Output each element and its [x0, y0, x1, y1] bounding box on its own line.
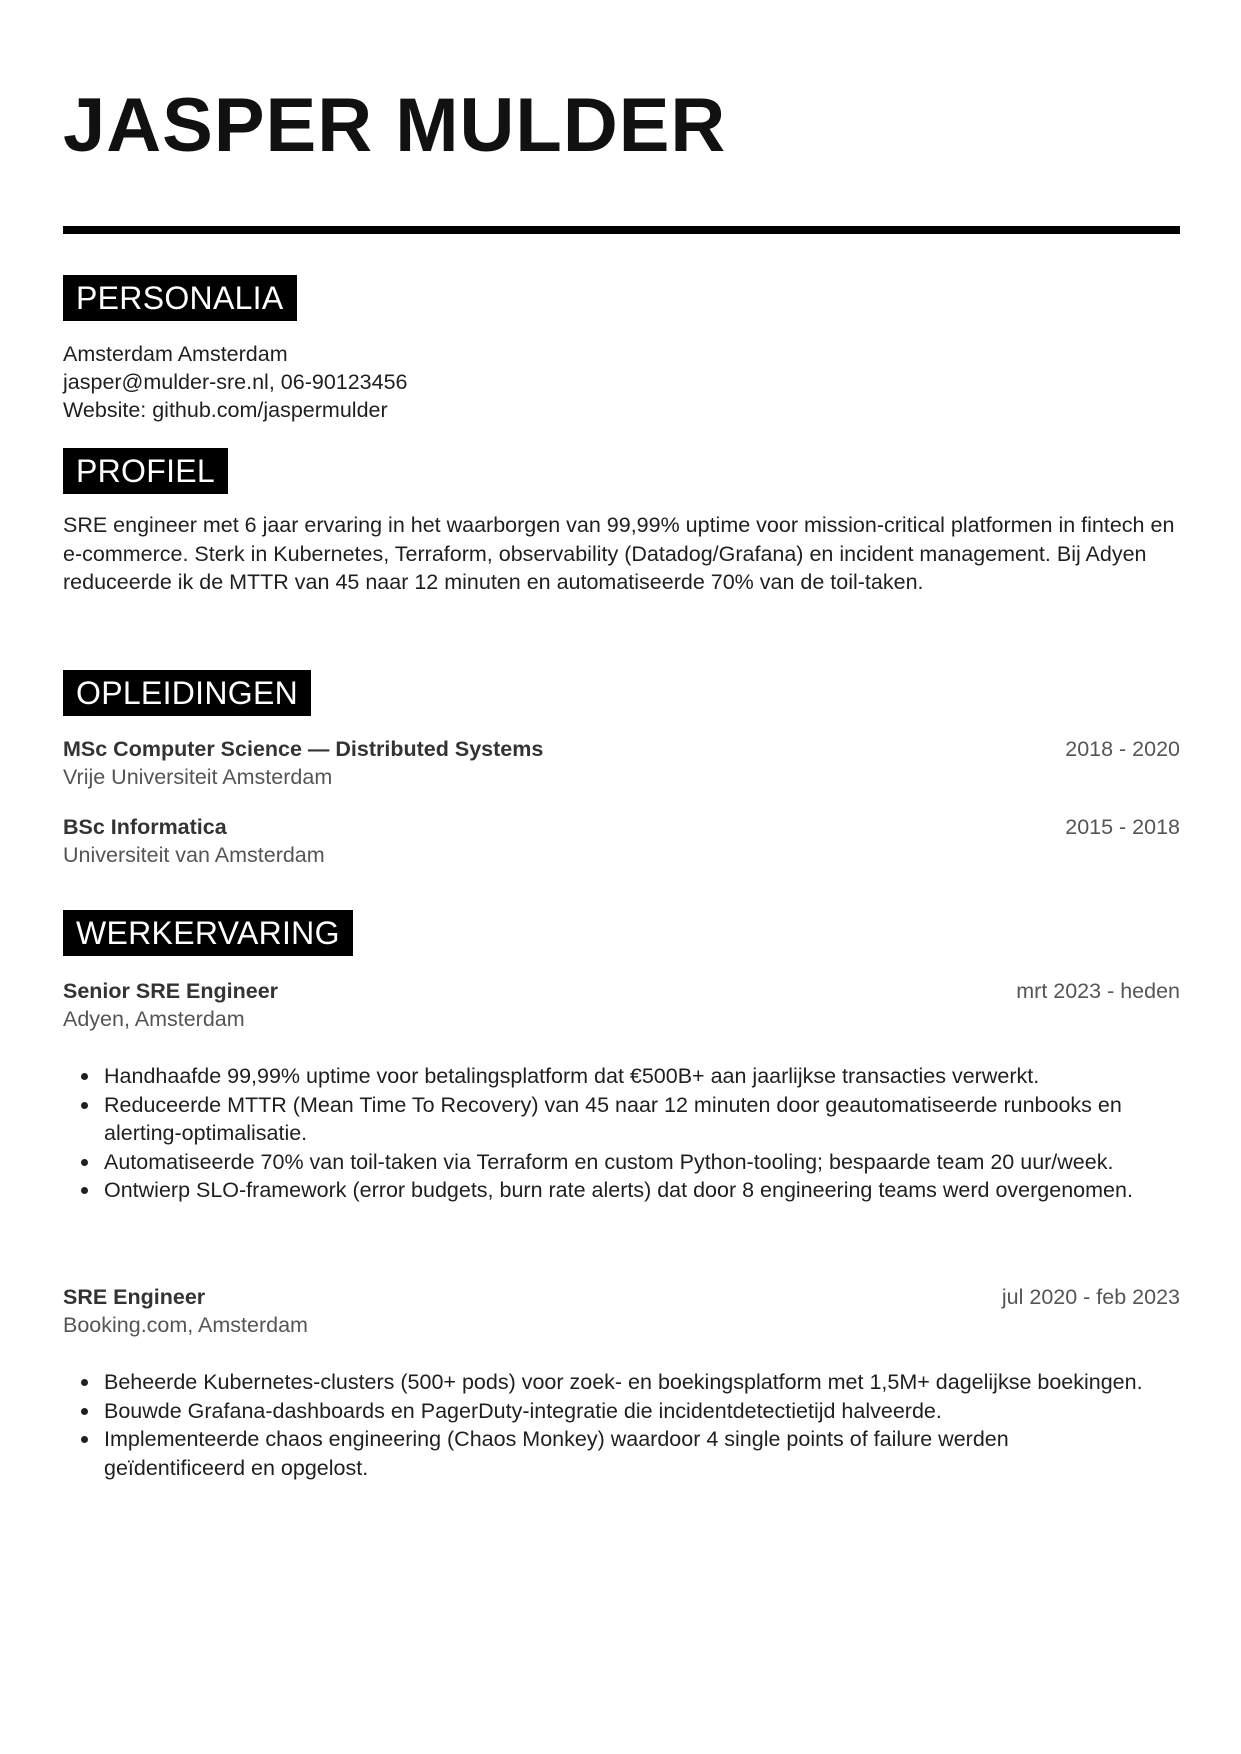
bullet-dot-icon: [81, 1187, 88, 1194]
job-company: Adyen, Amsterdam: [63, 1007, 245, 1031]
personal-address: Amsterdam Amsterdam: [63, 342, 288, 366]
job-period: mrt 2023 - heden: [1016, 979, 1180, 1003]
profile-summary: SRE engineer met 6 jaar ervaring in het waarborgen van 99,99% uptime voor mission-critical platformen in fintech en e-commerce. Sterk in Kubernetes, Terraform, observability (Datadog/Grafana) en incident management. Bij Adyen reduceerde ik de MTTR van 45 naar 12 minuten en automatiseerde 70% van de toil-taken.: [63, 513, 1175, 595]
section-title-profiel: PROFIEL: [63, 448, 228, 494]
section-title-opleidingen: OPLEIDINGEN: [63, 670, 311, 716]
job-achievement-text: Implementeerde chaos engineering (Chaos Monkey) waardoor 4 single points of failure werden geïdentificeerd en opgelost.: [104, 1427, 1009, 1480]
job-achievements-list: [63, 1368, 1180, 1482]
job-achievement-text: Ontwierp SLO-framework (error budgets, burn rate alerts) dat door 8 engineering teams werd overgenomen.: [104, 1178, 1133, 1203]
job-role: Senior SRE Engineer: [63, 979, 279, 1003]
bullet-dot-icon: [81, 1408, 88, 1415]
bullet-dot-icon: [81, 1436, 88, 1443]
job-achievement: [63, 1062, 1144, 1091]
job-achievement: [63, 1148, 1144, 1177]
header-divider: [63, 226, 1180, 234]
job-period: jul 2020 - feb 2023: [1001, 1285, 1180, 1309]
section-title-werkervaring: WERKERVARING: [63, 910, 353, 956]
job-achievement-text: Handhaafde 99,99% uptime voor betalingsplatform dat €500B+ aan jaarlijkse transacties verwerkt.: [104, 1064, 1040, 1088]
job-company: Booking.com, Amsterdam: [63, 1313, 308, 1337]
education-degree: BSc Informatica: [63, 815, 227, 839]
bullet-dot-icon: [81, 1102, 88, 1109]
education-period: 2015 - 2018: [1065, 815, 1180, 839]
job-achievement: [63, 1425, 1144, 1482]
job-achievement: [63, 1368, 1144, 1397]
job-achievement: [63, 1397, 1144, 1426]
job-role: SRE Engineer: [63, 1285, 206, 1309]
bullet-dot-icon: [81, 1073, 88, 1080]
candidate-name: JASPER MULDER: [63, 83, 727, 168]
personal-website: Website: github.com/jaspermulder: [63, 398, 388, 422]
bullet-dot-icon: [81, 1379, 88, 1386]
job-achievement-text: Bouwde Grafana-dashboards en PagerDuty-integratie die incidentdetectietijd halveerde.: [104, 1398, 942, 1423]
job-achievement: [63, 1176, 1144, 1205]
job-achievement-text: Automatiseerde 70% van toil-taken via Terraform en custom Python-tooling; bespaarde team 20 uur/week.: [104, 1149, 1114, 1174]
section-title-personalia: PERSONALIA: [63, 275, 297, 321]
job-achievement-text: Reduceerde MTTR (Mean Time To Recovery) van 45 naar 12 minuten door geautomatiseerde runbooks en alerting-optimalisatie.: [104, 1092, 1122, 1146]
education-degree: MSc Computer Science — Distributed Systems: [63, 737, 544, 761]
personal-contact: jasper@mulder-sre.nl, 06-90123456: [63, 370, 408, 394]
job-achievement: [63, 1091, 1144, 1148]
job-achievement-text: Beheerde Kubernetes-clusters (500+ pods) voor zoek- en boekingsplatform met 1,5M+ dagelijkse boekingen.: [104, 1370, 1143, 1394]
education-school: Universiteit van Amsterdam: [63, 843, 325, 867]
bullet-dot-icon: [81, 1159, 88, 1166]
job-achievements-list: [63, 1062, 1180, 1205]
education-period: 2018 - 2020: [1065, 737, 1180, 761]
education-school: Vrije Universiteit Amsterdam: [63, 765, 333, 789]
